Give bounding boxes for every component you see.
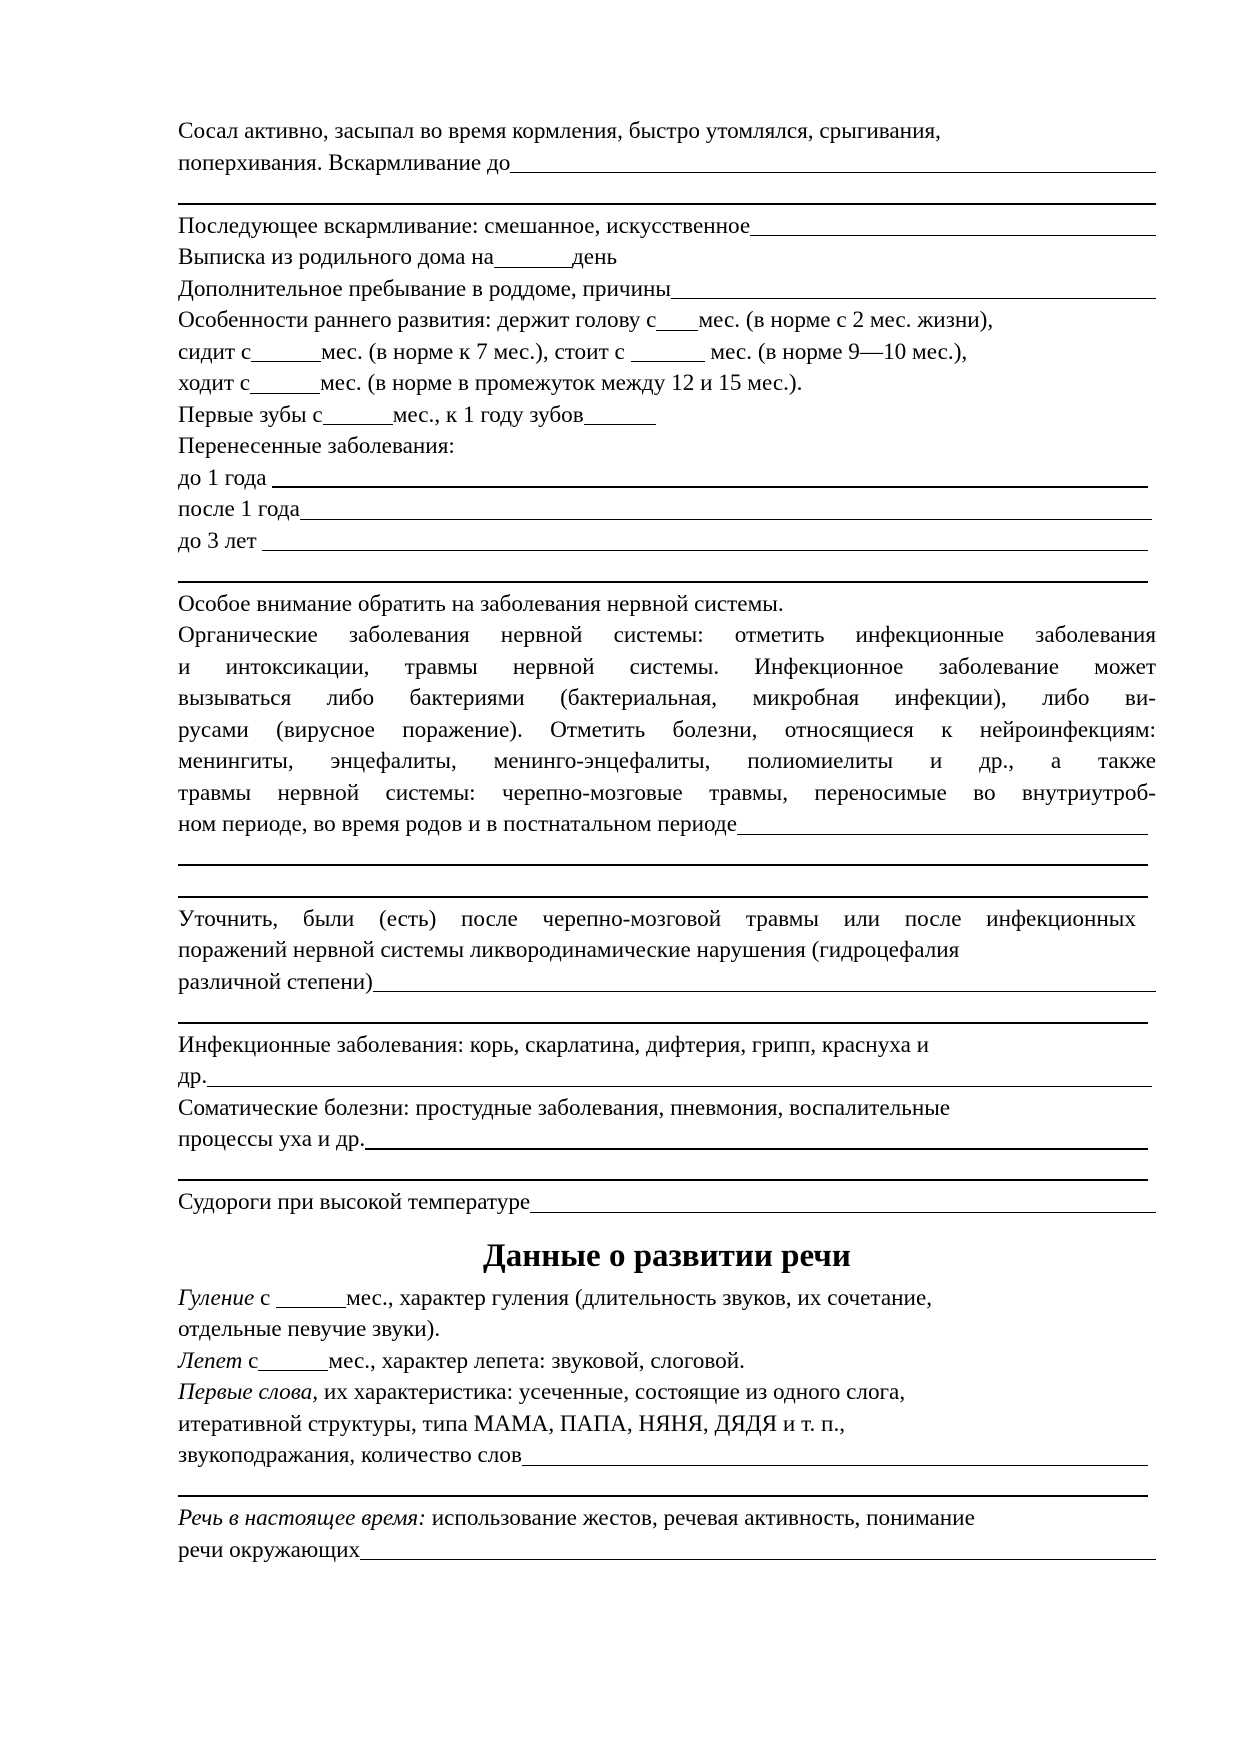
nervous-text: Особое внимание обратить на заболевания нервной системы. (178, 590, 784, 617)
sit-stand-line (178, 337, 1156, 369)
nervous-text: и интоксикации, травмы нервной системы. Инфекционное заболевание может (178, 653, 1156, 680)
cooing-label: Гуление (178, 1284, 255, 1311)
sit-label: сидит с (178, 338, 252, 365)
answer-line[interactable] (178, 1472, 1148, 1504)
under-3-line (178, 526, 1156, 558)
teeth-line (178, 400, 1156, 432)
babble-label: Лепет (178, 1347, 243, 1374)
walk-label: ходит с (178, 370, 251, 396)
babble-text: мес., характер лепета: звуковой, слоговой. (328, 1347, 745, 1374)
answer-line[interactable] (178, 1156, 1148, 1188)
subsequent-feeding-field[interactable] (750, 234, 1156, 236)
liquor-line-3 (178, 967, 1156, 999)
teeth-count-label: мес., к 1 году зубов (392, 401, 584, 428)
nervous-line-5 (178, 715, 1156, 747)
feeding-line-2 (178, 148, 1156, 180)
nervous-text: менингиты, энцефалиты, менинго-энцефалиты, полиомиелиты и др., а также (178, 748, 1156, 774)
under-1-label: до 1 года (178, 464, 267, 491)
teeth-label: Первые зубы с (178, 401, 323, 428)
somatic-line-1 (178, 1093, 1156, 1125)
nervous-text: вызываться либо бактериями (бактериальная, микробная инфекции), либо ви- (178, 685, 1156, 711)
walk-norm: мес. (в норме в промежуток между 12 и 15 мес.). (320, 370, 803, 396)
words-line-2 (178, 1409, 1156, 1441)
cooing-text: отдельные певучие звуки). (178, 1316, 441, 1342)
infections-line-1 (178, 1030, 1156, 1062)
cooing-from: с (254, 1284, 277, 1311)
nervous-period-label: ном периоде, во время родов и в постнатальном периоде (178, 811, 738, 837)
form-content (178, 116, 1156, 1566)
infections-etc-label: др. (178, 1063, 208, 1089)
discharge-day-label: день (571, 244, 618, 270)
nervous-line-6 (178, 746, 1156, 778)
somatic-etc-label: процессы уха и др. (178, 1126, 366, 1152)
nervous-line-8 (178, 809, 1156, 841)
liquor-line-1 (178, 904, 1136, 936)
discharge-line (178, 242, 1156, 274)
feeding-line-1 (178, 116, 1156, 148)
liquor-text: Уточнить, были (есть) после черепно-мозговой травмы или после инфекционных (178, 905, 1136, 932)
liquor-text: поражений нервной системы ликвородинамические нарушения (гидроцефалия (178, 937, 960, 963)
walk-line (178, 368, 1156, 400)
sit-norm-stand-label: мес. (в норме к 7 мес.), стоит с (321, 338, 625, 365)
under-3-label: до 3 лет (178, 527, 257, 554)
cooing-line-1 (178, 1283, 1156, 1315)
somatic-line-2 (178, 1124, 1156, 1156)
feeding-until-label: поперхивания. Вскармливание до (178, 149, 511, 176)
nervous-field[interactable] (737, 833, 1148, 835)
extra-stay-label: Дополнительное пребывание в роддоме, причины (178, 275, 671, 302)
discharge-day-field[interactable] (494, 266, 572, 268)
infections-text: Инфекционные заболевания: корь, скарлатина, дифтерия, грипп, краснуха и (178, 1031, 930, 1058)
after-1-field[interactable] (300, 518, 1152, 520)
teeth-count-field[interactable] (584, 423, 656, 425)
after-1-line (178, 494, 1156, 526)
words-count-label: звукоподражания, количество слов (178, 1442, 522, 1468)
speech-section-title: Данные о развитии речи (483, 1237, 851, 1274)
speech-now-line-1 (178, 1503, 1156, 1535)
extra-stay-line (178, 274, 1156, 306)
somatic-field[interactable] (365, 1147, 1148, 1150)
subsequent-feeding-label: Последующее вскармливание: смешанное, искусственное (178, 212, 751, 239)
first-words-text: их характеристика: усеченные, состоящие из одного слога, (318, 1379, 906, 1405)
subsequent-feeding-line (178, 211, 1156, 243)
nervous-text: Органические заболевания нервной системы: отметить инфекционные заболевания (178, 622, 1156, 648)
babble-from: с (242, 1347, 259, 1374)
speech-understanding-label: речи окружающих (178, 1536, 361, 1563)
under-1-field[interactable] (272, 485, 1148, 488)
teeth-month-field[interactable] (323, 423, 393, 425)
nervous-line-4 (178, 683, 1156, 715)
babble-field[interactable] (258, 1369, 328, 1371)
speech-now-line-2 (178, 1535, 1156, 1567)
words-line-3 (178, 1440, 1156, 1472)
nervous-line-7 (178, 778, 1156, 810)
nervous-text: травмы нервной системы: черепно-мозговые травмы, переносимые во внутриутроб- (178, 779, 1156, 806)
cooing-text: мес., характер гуления (длительность звуков, их сочетание, (346, 1284, 933, 1311)
head-hold-line (178, 305, 1156, 337)
walk-field[interactable] (250, 392, 320, 394)
somatic-text: Соматические болезни: простудные заболевания, пневмония, воспалительные (178, 1094, 951, 1121)
cooing-field[interactable] (276, 1306, 346, 1308)
head-hold-norm: мес. (в норме с 2 мес. жизни), (698, 307, 994, 333)
feeding-text-1: Сосал активно, засыпал во время кормления, быстро утомлялся, срыгивания, (178, 118, 941, 144)
under-1-line (178, 463, 1156, 495)
liquor-field[interactable] (373, 990, 1156, 992)
liquor-line-2 (178, 935, 1156, 967)
extra-stay-field[interactable] (671, 297, 1156, 299)
babble-line (178, 1346, 1156, 1378)
first-words-label: Первые слова, (178, 1379, 319, 1405)
speech-now-text: использование жестов, речевая активность, понимание (425, 1505, 975, 1531)
answer-line[interactable] (178, 179, 1156, 211)
liquor-degree-label: различной степени) (178, 968, 373, 995)
first-words-text: итеративной структуры, типа МАМА, ПАПА, НЯНЯ, ДЯДЯ и т. п., (178, 1410, 846, 1437)
answer-line[interactable] (178, 872, 1148, 904)
head-hold-label: Особенности раннего развития: держит голову с (178, 307, 657, 333)
words-count-field[interactable] (522, 1464, 1148, 1466)
seizures-field[interactable] (530, 1211, 1156, 1213)
under-3-field[interactable] (262, 549, 1148, 551)
seizures-label: Судороги при высокой температуре (178, 1189, 531, 1215)
nervous-line-3 (178, 652, 1156, 684)
answer-line[interactable] (178, 998, 1148, 1030)
nervous-line-1 (178, 589, 1156, 621)
speech-now-label: Речь в настоящее время: (178, 1505, 426, 1531)
seizures-line (178, 1187, 1156, 1219)
nervous-line-2 (178, 620, 1156, 652)
sit-field[interactable] (251, 360, 321, 362)
stand-field[interactable] (631, 360, 705, 362)
illnesses-heading: Перенесенные заболевания: (178, 433, 455, 459)
feeding-until-field[interactable] (510, 171, 1156, 173)
words-line-1 (178, 1377, 1156, 1409)
answer-line[interactable] (178, 841, 1148, 873)
after-1-label: после 1 года (178, 496, 300, 522)
illnesses-heading-line (178, 431, 1156, 463)
answer-line[interactable] (178, 557, 1148, 589)
stand-norm: мес. (в норме 9—10 мес.), (710, 338, 968, 365)
infections-line-2 (178, 1061, 1156, 1093)
nervous-text: русами (вирусное поражение). Отметить болезни, относящиеся к нейроинфекциям: (178, 716, 1156, 743)
cooing-line-2 (178, 1314, 1156, 1346)
head-hold-field[interactable] (656, 329, 698, 331)
discharge-label: Выписка из родильного дома на (178, 244, 494, 270)
speech-understanding-field[interactable] (360, 1558, 1156, 1560)
infections-field[interactable] (207, 1085, 1152, 1087)
